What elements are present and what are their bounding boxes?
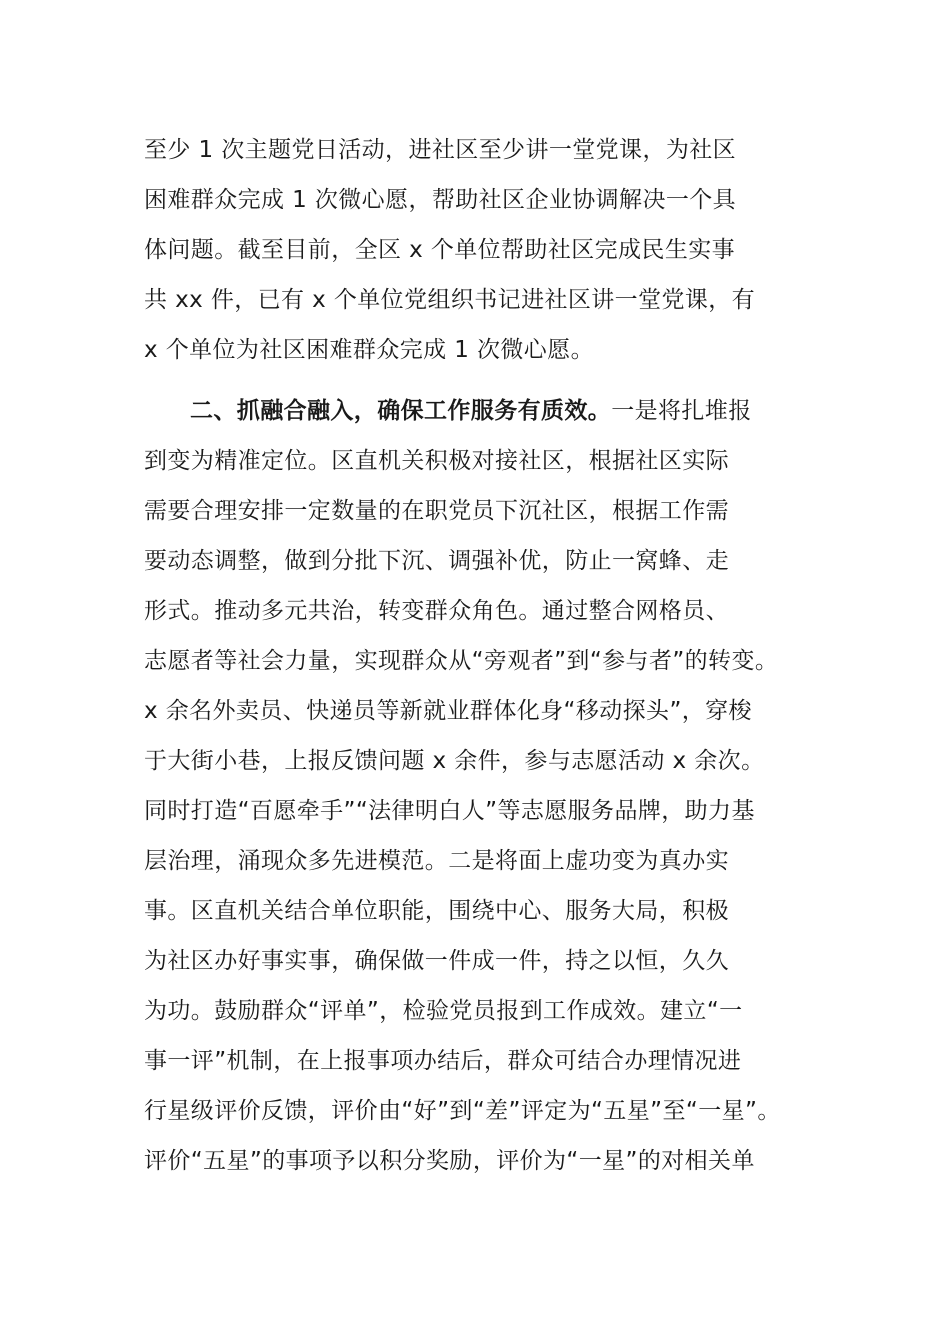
text-line: 共 xx 件，已有 x 个单位党组织书记进社区讲一堂党课，有 <box>144 287 756 313</box>
text-line: 志愿者等社会力量，实现群众从“旁观者”到“参与者”的转变。 <box>144 648 779 674</box>
section-heading: 二、抓融合融入，确保工作服务有质效。 <box>190 398 612 424</box>
text-line: 至少 1 次主题党日活动，进社区至少讲一堂党课，为社区 <box>144 137 737 163</box>
text-line: 于大街小巷，上报反馈问题 x 余件，参与志愿活动 x 余次。 <box>144 748 765 774</box>
text-line: 同时打造“百愿牵手”“法律明白人”等志愿服务品牌，助力基 <box>144 798 755 824</box>
text-line: x 余名外卖员、快递员等新就业群体化身“移动探头”，穿梭 <box>144 698 752 724</box>
text-line: x 个单位为社区困难群众完成 1 次微心愿。 <box>144 337 594 363</box>
text-line: 为功。鼓励群众“评单”，检验党员报到工作成效。建立“一 <box>144 998 743 1024</box>
heading-followup-text: 一是将扎堆报 <box>611 398 752 424</box>
text-line: 要动态调整，做到分批下沉、调强补优，防止一窝蜂、走 <box>144 548 729 574</box>
document-body <box>144 125 819 1186</box>
text-line: 需要合理安排一定数量的在职党员下沉社区，根据工作需 <box>144 498 729 524</box>
paragraph-2 <box>144 386 819 1186</box>
text-line: 层治理，涌现众多先进模范。二是将面上虚功变为真办实 <box>144 848 729 874</box>
text-line: 为社区办好事实事，确保做一件成一件，持之以恒，久久 <box>144 948 729 974</box>
text-line: 体问题。截至目前，全区 x 个单位帮助社区完成民生实事 <box>144 237 736 263</box>
text-line: 事一评”机制，在上报事项办结后，群众可结合办理情况进 <box>144 1048 742 1074</box>
paragraph-1 <box>144 125 819 375</box>
text-line: 行星级评价反馈，评价由“好”到“差”评定为“五星”至“一星”。 <box>144 1098 781 1124</box>
text-line: 评价“五星”的事项予以积分奖励，评价为“一星”的对相关单 <box>144 1148 755 1174</box>
text-line: 事。区直机关结合单位职能，围绕中心、服务大局，积极 <box>144 898 729 924</box>
text-line: 困难群众完成 1 次微心愿，帮助社区企业协调解决一个具 <box>144 187 737 213</box>
text-line: 到变为精准定位。区直机关积极对接社区，根据社区实际 <box>144 448 729 474</box>
text-line-first <box>144 386 819 436</box>
text-line: 形式。推动多元共治，转变群众角色。通过整合网格员、 <box>144 598 729 624</box>
